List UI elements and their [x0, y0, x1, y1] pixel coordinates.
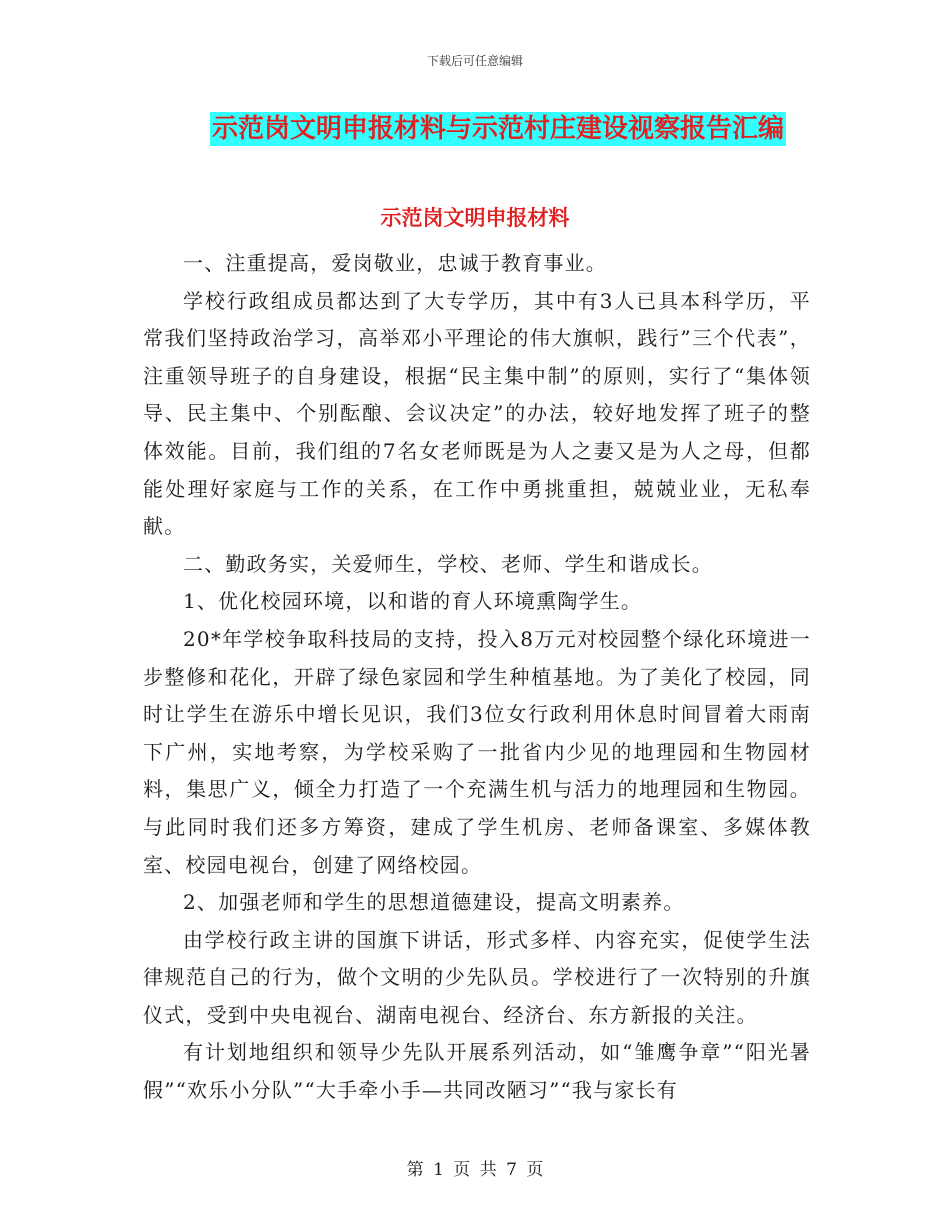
document-main-title: 示范岗文明申报材料与示范村庄建设视察报告汇编: [211, 114, 784, 144]
paragraph: 1、优化校园环境，以和谐的育人环境熏陶学生。: [183, 589, 643, 614]
main-title-wrap: [0, 112, 950, 146]
paragraph: 由学校行政主讲的国旗下讲话，形式多样、内容充实，促使学生法律规范自己的行为，做个文明的少先队员。学校进行了一次特别的升旗仪式，受到中央电视台、湖南电视台、经济台、东方新报的关注。: [143, 927, 811, 1027]
paragraph: 2、加强老师和学生的思想道德建设，提高文明素养。: [183, 890, 685, 915]
paragraph: 二、勤政务实，关爱师生，学校、老师、学生和谐成长。: [183, 551, 713, 576]
paragraph: 学校行政组成员都达到了大专学历，其中有3人已具本科学历，平常我们坚持政治学习，高举邓小平理论的伟大旗帜，践行”三个代表”，注重领导班子的自身建设，根据“民主集中制”的原则，实行了“集体领导、民主集中、个别酝酿、会议决定”的办法，较好地发挥了班子的整体效能。目前，我们组的7名女老师既是为人之妻又是为人之母，但都能处理好家庭与工作的关系，在工作中勇挑重担，兢兢业业，无私奉献。: [143, 288, 811, 539]
header-note: 下载后可任意编辑: [426, 54, 523, 68]
document-body: [143, 245, 811, 1110]
paragraph: 有计划地组织和领导少先队开展系列活动，如“雏鹰争章”“阳光暑假”“欢乐小分队”“大手牵小手—共同改陋习”“我与家长有: [143, 1040, 811, 1103]
section-title: 示范岗文明申报材料: [380, 206, 570, 230]
paragraph: 一、注重提高，爱岗敬业，忠诚于教育事业。: [183, 251, 607, 275]
paragraph: 20*年学校争取科技局的支持，投入8万元对校园整个绿化环境进一步整修和花化，开辟了绿色家园和学生种植基地。为了美化了校园，同时让学生在游乐中增长见识，我们3位女行政利用休息时间冒着大雨南下广州，实地考察，为学校采购了一批省内少见的地理园和生物园材料，集思广义，倾全力打造了一个充满生机与活力的地理园和生物园。与此同时我们还多方筹资，建成了学生机房、老师备课室、多媒体教室、校园电视台，创建了网络校园。: [143, 626, 811, 877]
page-number-footer: 第 1 页 共 7 页: [406, 1160, 544, 1180]
